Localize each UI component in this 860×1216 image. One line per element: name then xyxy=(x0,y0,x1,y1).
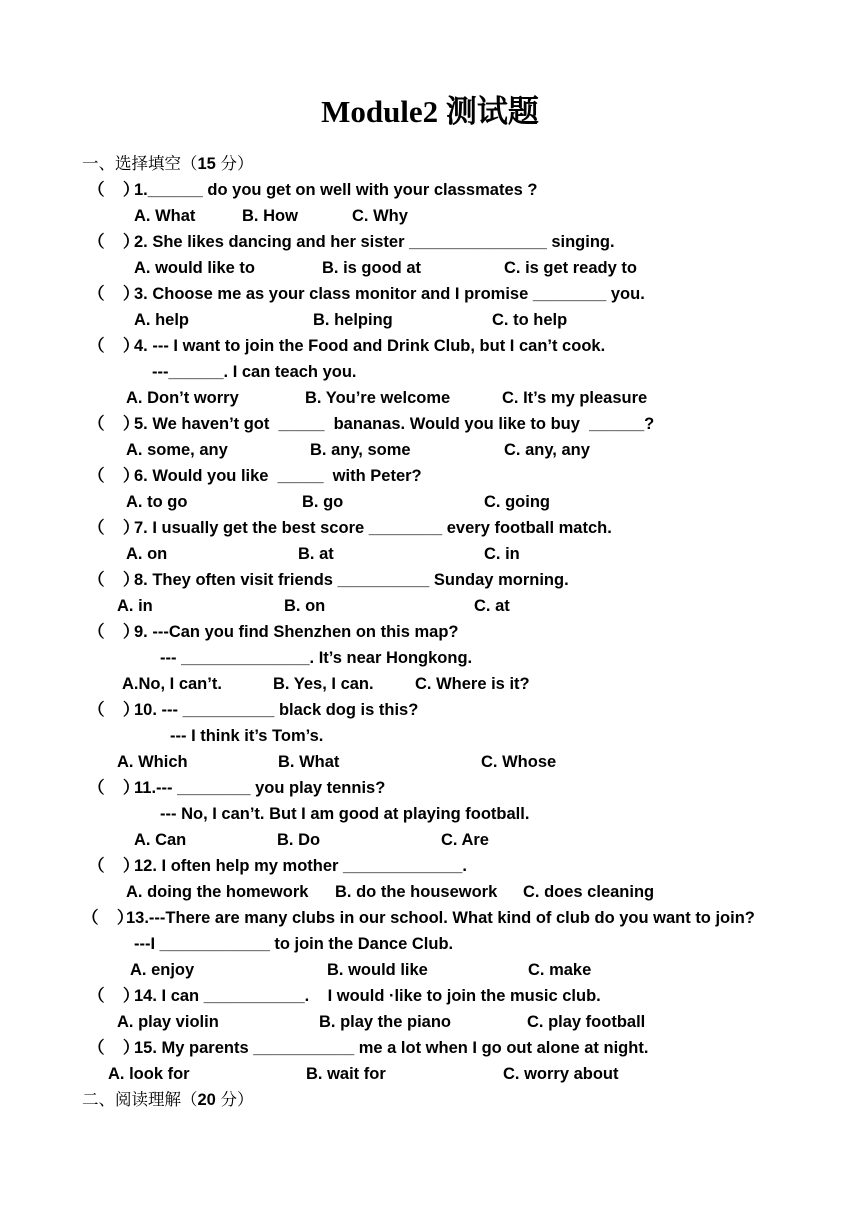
answer-bracket-2[interactable]: （ ） xyxy=(88,233,140,251)
answer-bracket-9[interactable]: （ ） xyxy=(88,623,140,641)
q14-option-a: A. play violin xyxy=(117,1013,219,1031)
q5-option-b: B. any, some xyxy=(310,441,411,459)
question-5: 5. We haven’t got _____ bananas. Would you like to buy ______? xyxy=(134,415,655,433)
section1-points-unit: 分） xyxy=(215,155,254,173)
section2-heading xyxy=(82,1090,253,1110)
answer-bracket-10[interactable]: （ ） xyxy=(88,701,140,719)
answer-bracket-15[interactable]: （ ） xyxy=(88,1039,140,1057)
section2-points: 20 xyxy=(197,1091,216,1109)
q4-option-b: B. You’re welcome xyxy=(305,389,451,407)
q3-option-c: C. to help xyxy=(492,311,568,329)
question-4: 4. --- I want to join the Food and Drink Club, but I can’t cook. xyxy=(134,337,606,355)
q5-option-c: C. any, any xyxy=(504,441,590,459)
q13-option-c: C. make xyxy=(528,961,592,979)
q11-option-a: A. Can xyxy=(134,831,187,849)
question-1: 1.______ do you get on well with your classmates ? xyxy=(134,181,538,199)
q10-option-a: A. Which xyxy=(117,753,188,771)
q5-option-a: A. some, any xyxy=(126,441,228,459)
question-3: 3. Choose me as your class monitor and I promise ________ you. xyxy=(134,285,645,303)
q12-option-a: A. doing the homework xyxy=(126,883,309,901)
q7-option-a: A. on xyxy=(126,545,168,563)
q3-option-a: A. help xyxy=(134,311,190,329)
answer-bracket-6[interactable]: （ ） xyxy=(88,467,140,485)
question-6: 6. Would you like _____ with Peter? xyxy=(134,467,422,485)
question-11: 11.--- ________ you play tennis? xyxy=(134,779,386,797)
question-7: 7. I usually get the best score ________ every football match. xyxy=(134,519,612,537)
q15-option-b: B. wait for xyxy=(306,1065,386,1083)
q12-option-c: C. does cleaning xyxy=(523,883,655,901)
q4-option-c: C. It’s my pleasure xyxy=(502,389,648,407)
page-title: Module2 测试题 xyxy=(321,94,539,129)
q3-option-b: B. helping xyxy=(313,311,393,329)
q1-option-a: A. What xyxy=(134,207,196,225)
question-2: 2. She likes dancing and her sister _______________ singing. xyxy=(134,233,615,251)
question-15: 15. My parents ___________ me a lot when I go out alone at night. xyxy=(134,1039,649,1057)
question-12: 12. I often help my mother _____________. xyxy=(134,857,467,875)
q11-option-b: B. Do xyxy=(277,831,321,849)
answer-bracket-1[interactable]: （ ） xyxy=(88,181,140,199)
q6-option-c: C. going xyxy=(484,493,550,511)
answer-bracket-11[interactable]: （ ） xyxy=(88,779,140,797)
question-9: 9. ---Can you find Shenzhen on this map? xyxy=(134,623,459,641)
q13-option-b: B. would like xyxy=(327,961,428,979)
section1-heading xyxy=(82,154,253,174)
answer-bracket-4[interactable]: （ ） xyxy=(88,337,140,355)
q14-option-c: C. play football xyxy=(527,1013,646,1031)
section1-points: 15 xyxy=(197,155,216,173)
q11-option-c: C. Are xyxy=(441,831,489,849)
question-10-reply: --- I think it’s Tom’s. xyxy=(170,727,324,745)
section2-points-unit: 分） xyxy=(215,1091,254,1109)
q9-option-a: A.No, I can’t. xyxy=(122,675,222,693)
question-11-reply: --- No, I can’t. But I am good at playing football. xyxy=(160,805,530,823)
q1-option-c: C. Why xyxy=(352,207,408,225)
q2-option-a: A. would like to xyxy=(134,259,256,277)
q8-option-a: A. in xyxy=(117,597,153,615)
question-10: 10. --- __________ black dog is this? xyxy=(134,701,419,719)
q4-option-a: A. Don’t worry xyxy=(126,389,239,407)
q14-option-b: B. play the piano xyxy=(319,1013,452,1031)
q1-option-b: B. How xyxy=(242,207,298,225)
section2-heading-text: 二、阅读理解（ xyxy=(82,1091,198,1109)
question-13: 13.---There are many clubs in our school. What kind of club do you want to join? xyxy=(126,909,755,927)
q15-option-a: A. look for xyxy=(108,1065,190,1083)
section1-heading-text: 一、选择填空（ xyxy=(82,155,198,173)
question-4-reply: ---______. I can teach you. xyxy=(152,363,357,381)
answer-bracket-7[interactable]: （ ） xyxy=(88,519,140,537)
answer-bracket-12[interactable]: （ ） xyxy=(88,857,140,875)
question-14: 14. I can ___________. I would ·like to join the music club. xyxy=(134,987,601,1005)
q9-option-b: B. Yes, I can. xyxy=(273,675,374,693)
question-9-reply: --- ______________. It’s near Hongkong. xyxy=(160,649,473,667)
answer-bracket-3[interactable]: （ ） xyxy=(88,285,140,303)
answer-bracket-5[interactable]: （ ） xyxy=(88,415,140,433)
answer-bracket-14[interactable]: （ ） xyxy=(88,987,140,1005)
q7-option-c: C. in xyxy=(484,545,520,563)
q7-option-b: B. at xyxy=(298,545,334,563)
question-13-reply: ---I ____________ to join the Dance Club. xyxy=(134,935,454,953)
q8-option-b: B. on xyxy=(284,597,326,615)
answer-bracket-8[interactable]: （ ） xyxy=(88,571,140,589)
q15-option-c: C. worry about xyxy=(503,1065,619,1083)
q10-option-b: B. What xyxy=(278,753,340,771)
q10-option-c: C. Whose xyxy=(481,753,557,771)
q2-option-c: C. is get ready to xyxy=(504,259,637,277)
q12-option-b: B. do the housework xyxy=(335,883,498,901)
answer-bracket-13[interactable]: （ ） xyxy=(82,909,134,927)
q2-option-b: B. is good at xyxy=(322,259,421,277)
question-8: 8. They often visit friends __________ Sunday morning. xyxy=(134,571,569,589)
q6-option-b: B. go xyxy=(302,493,344,511)
q6-option-a: A. to go xyxy=(126,493,188,511)
q9-option-c: C. Where is it? xyxy=(415,675,530,693)
q8-option-c: C. at xyxy=(474,597,510,615)
q13-option-a: A. enjoy xyxy=(130,961,195,979)
